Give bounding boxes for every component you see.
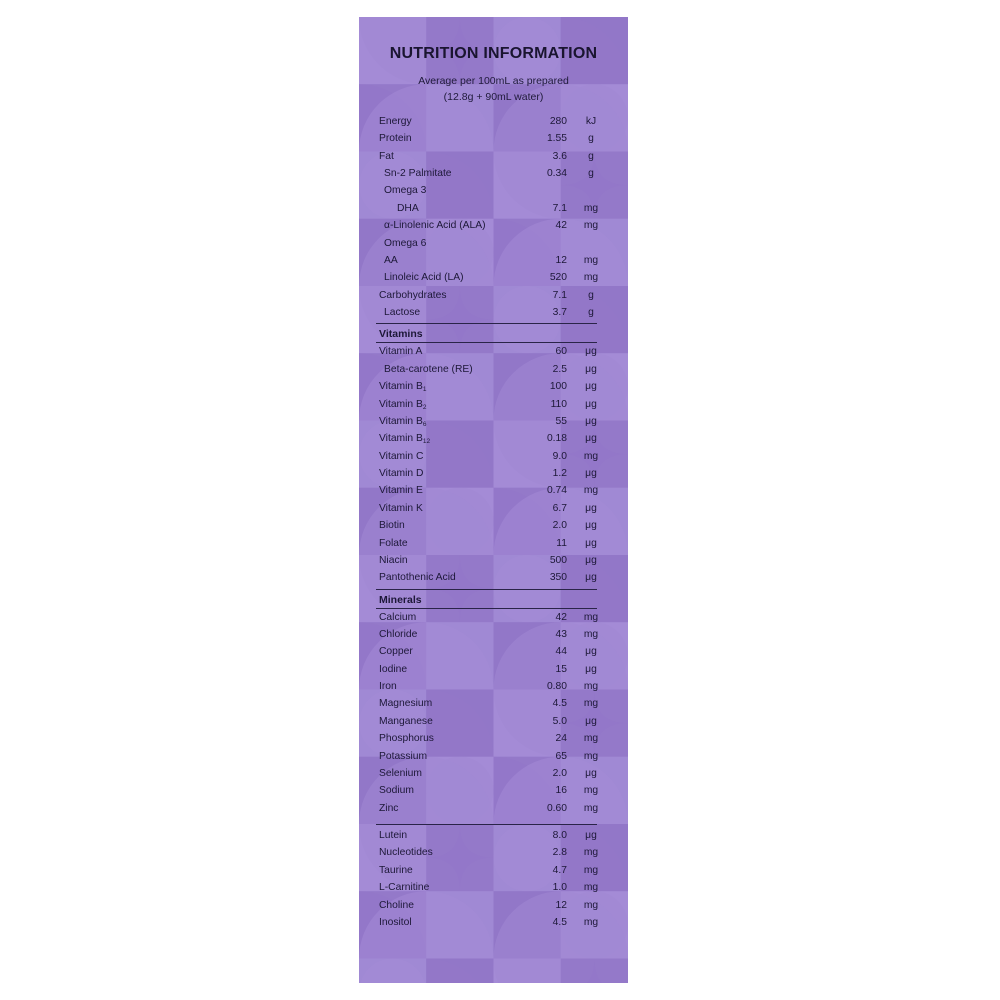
nutrient-name — [379, 465, 423, 482]
nutrient-name — [379, 413, 427, 430]
nutrient-unit: mg — [583, 882, 599, 894]
nutrient-name — [379, 713, 433, 730]
nutrient-amount: 7.1 — [552, 289, 567, 301]
nutrient-name-text: Vitamin D — [379, 468, 424, 480]
nutrient-name-text: DHA — [397, 202, 419, 214]
nutrient-unit: g — [588, 168, 594, 180]
nutrient-row — [379, 695, 601, 712]
nutrient-name-text: Omega 3 — [384, 185, 427, 197]
nutrient-amount: 2.0 — [552, 520, 567, 532]
nutrient-name — [379, 879, 429, 896]
nutrient-amount: 500 — [549, 554, 567, 566]
nutrient-row — [379, 844, 601, 861]
nutrient-name-text: α-Linolenic Acid (ALA) — [384, 220, 486, 232]
nutrient-name-text: Iodine — [379, 663, 408, 675]
nutrient-unit: mg — [583, 847, 599, 859]
nutrient-row — [379, 413, 601, 430]
nutrient-name-text: Vitamin B — [379, 415, 423, 427]
nutrient-row — [379, 287, 601, 304]
nutrient-amount: 4.5 — [552, 698, 567, 710]
nutrient-row — [379, 730, 601, 747]
nutrient-row — [379, 148, 601, 165]
nutrient-name — [379, 517, 405, 534]
nutrient-amount: 4.7 — [552, 864, 567, 876]
nutrient-unit: mg — [583, 485, 599, 497]
nutrient-name — [379, 535, 408, 552]
nutrient-row — [379, 482, 601, 499]
section-heading-vitamins: Vitamins — [379, 328, 423, 341]
nutrient-row — [379, 713, 601, 730]
nutrient-name-text: Potassium — [379, 750, 428, 762]
nutrient-row — [379, 465, 601, 482]
nutrient-unit: μg — [585, 433, 597, 445]
nutrient-row — [379, 252, 601, 269]
nutrient-row — [379, 269, 601, 286]
nutrient-name-text: Phosphorus — [379, 733, 434, 745]
nutrient-name — [379, 378, 427, 395]
nutrient-name-text: Taurine — [379, 864, 413, 876]
nutrient-subscript: 2 — [422, 403, 427, 411]
nutrient-row — [379, 678, 601, 695]
nutrient-amount: 1.0 — [552, 882, 567, 894]
nutrient-name — [379, 130, 412, 147]
nutrient-name — [379, 782, 414, 799]
nutrient-name-text: Beta-carotene (RE) — [384, 363, 473, 375]
nutrient-name-text: Lutein — [379, 830, 408, 842]
nutrient-subscript: 1 — [422, 386, 427, 394]
nutrient-name — [379, 448, 423, 465]
nutrient-amount: 2.0 — [552, 767, 567, 779]
nutrient-unit: μg — [585, 502, 597, 514]
nutrient-row — [379, 914, 601, 931]
nutrient-amount: 24 — [555, 733, 567, 745]
nutrient-row — [379, 535, 601, 552]
nutrient-row — [379, 361, 601, 378]
nutrient-amount: 8.0 — [552, 830, 567, 842]
nutrient-row — [379, 609, 601, 626]
nutrient-amount: 350 — [549, 572, 567, 584]
section-divider — [376, 824, 597, 825]
nutrient-name-text: Pantothenic Acid — [379, 572, 456, 584]
nutrient-name — [379, 827, 407, 844]
nutrient-name-text: Selenium — [379, 767, 422, 779]
nutrient-name-text: Nucleotides — [379, 847, 433, 859]
nutrient-name-text: Carbohydrates — [379, 289, 447, 301]
nutrient-row — [379, 879, 601, 896]
nutrient-name-text: Vitamin B — [379, 381, 423, 393]
nutrient-row — [379, 569, 601, 586]
nutrient-name — [384, 235, 426, 252]
nutrient-unit: mg — [583, 611, 599, 623]
nutrient-row — [379, 130, 601, 147]
nutrient-amount: 42 — [555, 220, 567, 232]
nutrient-unit: mg — [583, 254, 599, 266]
nutrient-name-text: L-Carnitine — [379, 882, 430, 894]
nutrient-name — [379, 396, 427, 413]
nutrient-name — [379, 287, 447, 304]
nutrient-name — [379, 730, 434, 747]
nutrient-unit: mg — [583, 202, 599, 214]
nutrient-name-text: Chloride — [379, 628, 418, 640]
nutrient-amount: 110 — [550, 398, 567, 410]
nutrient-name-text: Copper — [379, 646, 413, 658]
nutrient-name — [379, 844, 433, 861]
nutrient-unit: mg — [583, 450, 599, 462]
nutrient-row — [379, 396, 601, 413]
nutrient-row — [379, 827, 601, 844]
nutrient-name — [379, 609, 416, 626]
nutrient-name — [379, 897, 414, 914]
nutrient-unit: μg — [585, 520, 597, 532]
nutrient-name-text: Vitamin E — [379, 485, 423, 497]
nutrient-unit: μg — [585, 468, 597, 480]
nutrient-amount: 3.6 — [552, 150, 567, 162]
nutrient-amount: 43 — [555, 628, 567, 640]
nutrient-row — [379, 378, 601, 395]
nutrient-name-text: Iron — [379, 681, 397, 693]
nutrient-subscript: 6 — [422, 420, 427, 428]
nutrient-amount: 7.1 — [552, 202, 567, 214]
nutrient-name-text: Sn-2 Palmitate — [384, 168, 452, 180]
nutrient-row — [379, 661, 601, 678]
nutrient-amount: 6.7 — [552, 502, 567, 514]
nutrient-row — [379, 552, 601, 569]
nutrient-amount: 2.5 — [552, 363, 567, 375]
nutrient-unit: μg — [585, 346, 597, 358]
nutrient-row — [379, 343, 601, 360]
nutrient-name-text: Vitamin B — [379, 433, 423, 445]
nutrient-row — [379, 626, 601, 643]
nutrient-name-text: Vitamin B — [379, 398, 423, 410]
nutrient-name-text: Calcium — [379, 611, 417, 623]
nutrient-name — [379, 343, 422, 360]
nutrient-name-text: Magnesium — [379, 698, 433, 710]
nutrient-name — [379, 661, 407, 678]
nutrient-name — [379, 148, 394, 165]
nutrient-name-text: Inositol — [379, 916, 412, 928]
nutrient-row — [379, 517, 601, 534]
nutrient-unit: μg — [585, 767, 597, 779]
nutrient-name — [384, 252, 398, 269]
nutrient-name-text: AA — [384, 254, 398, 266]
nutrient-unit: mg — [583, 785, 599, 797]
nutrient-name-text: Sodium — [379, 785, 414, 797]
nutrient-unit: g — [588, 289, 594, 301]
nutrient-unit: mg — [583, 899, 599, 911]
nutrient-unit: mg — [583, 916, 599, 928]
nutrient-name-text: Folate — [379, 537, 408, 549]
nutrient-name-text: Linoleic Acid (LA) — [384, 272, 464, 284]
nutrient-row — [379, 782, 601, 799]
nutrient-unit: mg — [583, 750, 599, 762]
nutrient-unit: μg — [585, 646, 597, 658]
nutrient-name-text: Fat — [379, 150, 394, 162]
nutrient-name — [379, 643, 413, 660]
nutrient-unit: μg — [585, 363, 597, 375]
nutrient-name-text: Protein — [379, 133, 412, 145]
nutrient-unit: mg — [583, 733, 599, 745]
nutrient-amount: 60 — [555, 346, 567, 358]
nutrient-unit: μg — [585, 663, 597, 675]
nutrient-name — [379, 113, 412, 130]
nutrient-unit: kJ — [585, 116, 597, 127]
nutrient-row — [379, 217, 601, 234]
nutrient-unit: mg — [583, 272, 599, 284]
nutrient-unit: μg — [585, 830, 597, 842]
nutrient-amount: 0.34 — [546, 168, 567, 180]
nutrient-amount: 0.60 — [546, 802, 567, 814]
serving-description: Average per 100mL as prepared — [418, 75, 569, 87]
nutrient-row — [379, 235, 601, 252]
nutrient-amount: 3.7 — [552, 307, 567, 319]
nutrient-row — [379, 765, 601, 782]
nutrient-name — [379, 678, 397, 695]
nutrient-row — [379, 304, 601, 321]
nutrient-name — [379, 862, 413, 879]
nutrient-unit: μg — [585, 572, 597, 584]
nutrient-name — [379, 500, 423, 517]
nutrient-row — [379, 800, 601, 817]
nutrient-amount: 44 — [555, 646, 567, 658]
nutrient-unit: g — [588, 150, 594, 162]
nutrient-unit: g — [588, 307, 594, 319]
nutrient-amount: 0.18 — [546, 433, 567, 445]
nutrient-name-text: Manganese — [379, 715, 433, 727]
nutrient-row — [379, 113, 601, 130]
nutrient-unit: mg — [583, 864, 599, 876]
nutrient-amount: 12 — [555, 899, 567, 911]
panel-title: NUTRITION INFORMATION — [389, 45, 598, 62]
nutrition-panel — [359, 17, 628, 983]
nutrient-row — [379, 748, 601, 765]
nutrient-amount: 12 — [555, 254, 567, 266]
nutrient-unit: mg — [583, 628, 599, 640]
nutrient-amount: 1.2 — [552, 468, 567, 480]
nutrient-row — [379, 200, 601, 217]
nutrient-name — [384, 182, 426, 199]
nutrient-name — [379, 800, 398, 817]
nutrient-amount: 1.55 — [546, 133, 567, 145]
nutrient-name-text: Choline — [379, 899, 414, 911]
nutrient-name — [379, 748, 427, 765]
nutrient-name-text: Energy — [379, 116, 412, 127]
nutrient-unit: mg — [583, 220, 599, 232]
nutrient-amount: 16 — [555, 785, 567, 797]
nutrient-name — [379, 430, 430, 447]
section-divider — [376, 323, 597, 324]
nutrient-name — [379, 695, 432, 712]
nutrient-amount: 520 — [549, 272, 567, 284]
nutrient-row — [379, 182, 601, 199]
nutrient-subscript: 12 — [422, 438, 431, 446]
nutrient-name — [384, 269, 464, 286]
nutrient-unit: mg — [583, 681, 599, 693]
nutrient-amount: 65 — [555, 750, 567, 762]
nutrient-unit: μg — [585, 415, 597, 427]
nutrient-amount: 15 — [555, 663, 567, 675]
nutrient-name — [397, 200, 419, 217]
nutrient-name — [384, 217, 486, 234]
nutrient-amount: 0.80 — [546, 681, 567, 693]
nutrient-unit: mg — [583, 698, 599, 710]
nutrient-amount: 280 — [549, 116, 567, 127]
nutrient-name — [379, 552, 408, 569]
nutrient-row — [379, 165, 601, 182]
nutrient-name-text: Vitamin C — [379, 450, 424, 462]
nutrient-amount: 4.5 — [552, 916, 567, 928]
nutrient-name-text: Vitamin K — [379, 502, 423, 514]
nutrient-unit: g — [588, 133, 594, 145]
nutrition-table — [359, 17, 628, 983]
nutrient-amount: 2.8 — [552, 847, 567, 859]
nutrient-name — [379, 914, 412, 931]
nutrient-name — [384, 304, 420, 321]
nutrient-name — [379, 626, 417, 643]
nutrient-row — [379, 500, 601, 517]
nutrient-name — [384, 361, 473, 378]
section-divider — [376, 589, 597, 590]
nutrient-row — [379, 862, 601, 879]
nutrient-unit: μg — [585, 715, 597, 727]
nutrient-amount: 42 — [555, 611, 567, 623]
nutrient-row — [379, 448, 601, 465]
nutrient-name — [379, 482, 423, 499]
nutrient-name-text: Vitamin A — [379, 346, 423, 358]
nutrient-name — [379, 765, 422, 782]
nutrient-amount: 100 — [549, 381, 567, 393]
nutrient-name — [379, 569, 456, 586]
nutrient-unit: μg — [585, 398, 597, 410]
nutrient-amount: 0.74 — [546, 485, 567, 497]
nutrient-unit: μg — [585, 537, 597, 549]
nutrient-unit: mg — [583, 802, 599, 814]
nutrient-row — [379, 897, 601, 914]
nutrient-amount: 11 — [556, 537, 567, 549]
nutrient-name-text: Biotin — [379, 520, 405, 532]
nutrient-unit: μg — [585, 381, 597, 393]
nutrient-name-text: Omega 6 — [384, 237, 427, 249]
nutrient-amount: 55 — [555, 415, 567, 427]
nutrient-amount: 5.0 — [552, 715, 567, 727]
nutrient-unit: μg — [585, 554, 597, 566]
nutrient-name-text: Lactose — [384, 307, 421, 319]
nutrient-row — [379, 643, 601, 660]
nutrient-name-text: Zinc — [379, 802, 399, 814]
nutrient-name — [384, 165, 452, 182]
serving-preparation: (12.8g + 90mL water) — [443, 91, 544, 103]
section-heading-minerals: Minerals — [379, 593, 422, 606]
nutrient-row — [379, 430, 601, 447]
nutrient-name-text: Niacin — [379, 554, 408, 566]
nutrient-amount: 9.0 — [552, 450, 567, 462]
